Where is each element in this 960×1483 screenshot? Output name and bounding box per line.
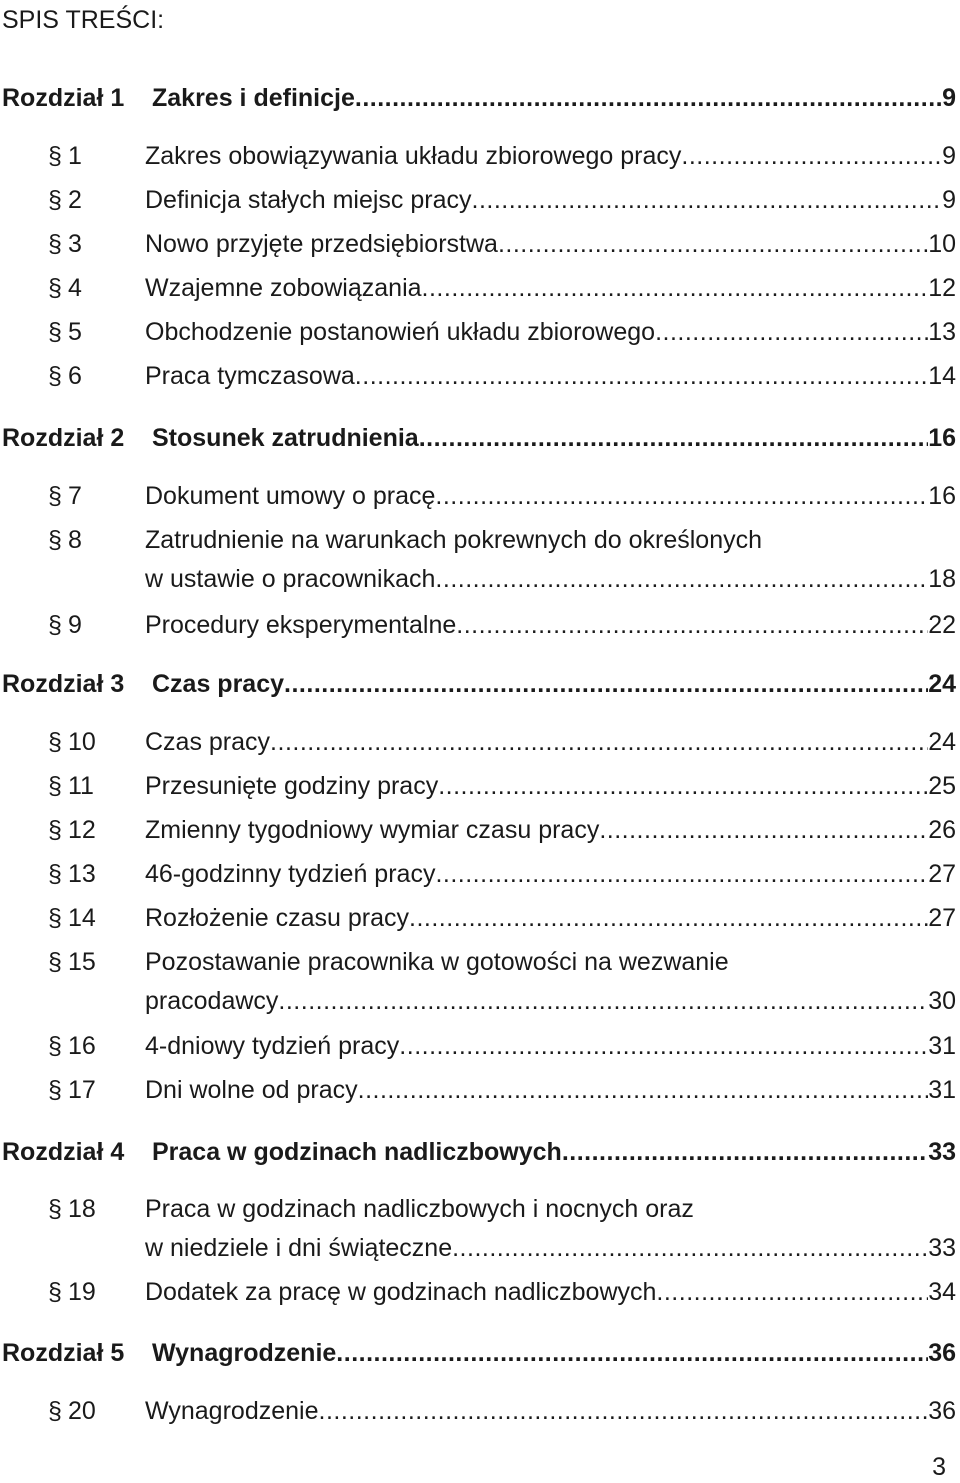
- toc-section-entry[interactable]: [0, 523, 956, 557]
- chapter-label: Rozdział 4: [2, 1138, 125, 1166]
- chapter-title: Czas pracy: [152, 670, 285, 698]
- toc-section-entry[interactable]: [0, 359, 956, 393]
- section-title: Wzajemne zobowiązania: [145, 274, 422, 302]
- section-page: 10: [928, 230, 956, 258]
- section-number: 9: [68, 611, 82, 639]
- dot-leader: [399, 1029, 928, 1063]
- section-title: Rozłożenie czasu pracy: [145, 904, 410, 932]
- dot-leader: [438, 769, 928, 803]
- dot-leader: [284, 667, 928, 701]
- dot-leader: [452, 1231, 928, 1265]
- toc-section-entry[interactable]: [0, 1394, 956, 1428]
- chapter-title: Stosunek zatrudnienia: [152, 424, 419, 452]
- dot-leader: [655, 315, 928, 349]
- section-title: Praca w godzinach nadliczbowych i nocnych oraz: [145, 1195, 694, 1223]
- dot-leader: [422, 271, 929, 305]
- section-sign-icon: §: [48, 860, 62, 888]
- section-sign-icon: §: [48, 230, 62, 258]
- section-title: Definicja stałych miejsc pracy: [145, 186, 472, 214]
- section-number: 3: [68, 230, 82, 258]
- dot-leader: [435, 857, 928, 891]
- toc-chapter-entry[interactable]: [0, 421, 956, 455]
- section-sign-icon: §: [48, 904, 62, 932]
- section-number: 12: [68, 816, 96, 844]
- section-sign-icon: §: [48, 526, 62, 554]
- section-title: 46-godzinny tydzień pracy: [145, 860, 436, 888]
- dot-leader: [270, 725, 928, 759]
- toc-section-entry[interactable]: [0, 725, 956, 759]
- section-page: 31: [928, 1076, 956, 1104]
- toc-section-entry[interactable]: [0, 769, 956, 803]
- section-number: 4: [68, 274, 82, 302]
- section-title: Czas pracy: [145, 728, 271, 756]
- dot-leader: [409, 901, 928, 935]
- section-sign-icon: §: [48, 362, 62, 390]
- section-number: 16: [68, 1032, 96, 1060]
- toc-section-continuation[interactable]: [0, 562, 956, 596]
- toc-section-continuation[interactable]: [0, 984, 956, 1018]
- chapter-label: Rozdział 2: [2, 424, 125, 452]
- section-cont-page: 30: [928, 987, 956, 1015]
- dot-leader: [681, 139, 942, 173]
- toc-chapter-entry[interactable]: [0, 1135, 956, 1169]
- section-title: Nowo przyjęte przedsiębiorstwa: [145, 230, 498, 258]
- section-title: Procedury eksperymentalne: [145, 611, 457, 639]
- section-sign-icon: §: [48, 728, 62, 756]
- section-page: 22: [928, 611, 956, 639]
- chapter-page: 24: [928, 670, 956, 698]
- dot-leader: [419, 421, 928, 455]
- section-page: 26: [928, 816, 956, 844]
- toc-section-entry[interactable]: [0, 183, 956, 217]
- section-page: 24: [928, 728, 956, 756]
- section-sign-icon: §: [48, 274, 62, 302]
- section-sign-icon: §: [48, 948, 62, 976]
- section-number: 15: [68, 948, 96, 976]
- section-number: 7: [68, 482, 82, 510]
- chapter-title: Praca w godzinach nadliczbowych: [152, 1138, 562, 1166]
- toc-heading: SPIS TREŚCI:: [2, 6, 165, 34]
- section-number: 8: [68, 526, 82, 554]
- section-sign-icon: §: [48, 482, 62, 510]
- section-number: 10: [68, 728, 96, 756]
- section-sign-icon: §: [48, 1397, 62, 1425]
- section-number: 13: [68, 860, 96, 888]
- section-page: 31: [928, 1032, 956, 1060]
- chapter-page: 9: [942, 84, 956, 112]
- dot-leader: [656, 1275, 928, 1309]
- toc-section-entry[interactable]: [0, 901, 956, 935]
- section-number: 6: [68, 362, 82, 390]
- section-sign-icon: §: [48, 1032, 62, 1060]
- chapter-page: 16: [928, 424, 956, 452]
- dot-leader: [599, 813, 928, 847]
- toc-chapter-entry[interactable]: [0, 667, 956, 701]
- section-page: 9: [942, 142, 956, 170]
- section-title: Pozostawanie pracownika w gotowości na wezwanie: [145, 948, 729, 976]
- section-number: 1: [68, 142, 82, 170]
- dot-leader: [435, 479, 928, 513]
- section-title: Praca tymczasowa: [145, 362, 355, 390]
- section-number: 19: [68, 1278, 96, 1306]
- toc-section-entry[interactable]: [0, 1192, 956, 1226]
- dot-leader: [456, 608, 928, 642]
- toc-section-entry[interactable]: [0, 813, 956, 847]
- toc-section-entry[interactable]: [0, 139, 956, 173]
- section-title: Dni wolne od pracy: [145, 1076, 358, 1104]
- section-cont-title: pracodawcy: [145, 987, 279, 1015]
- dot-leader: [562, 1135, 928, 1169]
- section-sign-icon: §: [48, 318, 62, 346]
- section-sign-icon: §: [48, 142, 62, 170]
- section-cont-title: w ustawie o pracownikach: [145, 565, 436, 593]
- chapter-page: 33: [928, 1138, 956, 1166]
- section-number: 18: [68, 1195, 96, 1223]
- section-sign-icon: §: [48, 186, 62, 214]
- section-number: 2: [68, 186, 82, 214]
- section-page: 36: [928, 1397, 956, 1425]
- section-number: 11: [68, 772, 94, 800]
- section-sign-icon: §: [48, 1195, 62, 1223]
- toc-section-entry[interactable]: [0, 1275, 956, 1309]
- section-sign-icon: §: [48, 816, 62, 844]
- section-page: 27: [928, 860, 956, 888]
- section-page: 25: [928, 772, 956, 800]
- section-title: Wynagrodzenie: [145, 1397, 319, 1425]
- toc-section-entry[interactable]: [0, 1029, 956, 1063]
- toc-chapter-entry[interactable]: [0, 1336, 956, 1370]
- section-sign-icon: §: [48, 1076, 62, 1104]
- section-cont-page: 18: [928, 565, 956, 593]
- section-number: 5: [68, 318, 82, 346]
- section-title: Dokument umowy o pracę: [145, 482, 436, 510]
- toc-section-continuation[interactable]: [0, 1231, 956, 1265]
- section-page: 9: [942, 186, 956, 214]
- dot-leader: [435, 562, 928, 596]
- dot-leader: [336, 1336, 928, 1370]
- dot-leader: [355, 81, 942, 115]
- dot-leader: [498, 227, 928, 261]
- section-title: Zmienny tygodniowy wymiar czasu pracy: [145, 816, 600, 844]
- section-title: Przesunięte godziny pracy: [145, 772, 439, 800]
- chapter-label: Rozdział 1: [2, 84, 125, 112]
- section-page: 12: [928, 274, 956, 302]
- dot-leader: [355, 359, 928, 393]
- section-sign-icon: §: [48, 611, 62, 639]
- section-title: Dodatek za pracę w godzinach nadliczbowych: [145, 1278, 657, 1306]
- dot-leader: [278, 984, 928, 1018]
- toc-section-entry[interactable]: [0, 608, 956, 642]
- section-number: 20: [68, 1397, 96, 1425]
- section-title: Zakres obowiązywania układu zbiorowego pracy: [145, 142, 682, 170]
- section-title: 4-dniowy tydzień pracy: [145, 1032, 400, 1060]
- section-title: Obchodzenie postanowień układu zbiorowego: [145, 318, 656, 346]
- section-sign-icon: §: [48, 1278, 62, 1306]
- toc-section-entry[interactable]: [0, 315, 956, 349]
- section-page: 34: [928, 1278, 956, 1306]
- section-page: 27: [928, 904, 956, 932]
- section-title: Zatrudnienie na warunkach pokrewnych do określonych: [145, 526, 763, 554]
- section-page: 14: [928, 362, 956, 390]
- dot-leader: [319, 1394, 929, 1428]
- section-page: 13: [928, 318, 956, 346]
- toc-section-entry[interactable]: [0, 857, 956, 891]
- toc-section-entry[interactable]: [0, 479, 956, 513]
- section-sign-icon: §: [48, 772, 62, 800]
- toc-section-entry[interactable]: [0, 271, 956, 305]
- section-number: 17: [68, 1076, 96, 1104]
- toc-section-entry[interactable]: [0, 1073, 956, 1107]
- chapter-label: Rozdział 5: [2, 1339, 125, 1367]
- section-number: 14: [68, 904, 96, 932]
- toc-chapter-entry[interactable]: [0, 81, 956, 115]
- section-cont-page: 33: [928, 1234, 956, 1262]
- dot-leader: [472, 183, 943, 217]
- dot-leader: [358, 1073, 929, 1107]
- chapter-title: Wynagrodzenie: [152, 1339, 337, 1367]
- section-page: 16: [928, 482, 956, 510]
- toc-section-entry[interactable]: [0, 945, 956, 979]
- chapter-page: 36: [928, 1339, 956, 1367]
- page-number: 3: [932, 1453, 946, 1481]
- chapter-title: Zakres i definicje: [152, 84, 355, 112]
- toc-section-entry[interactable]: [0, 227, 956, 261]
- section-cont-title: w niedziele i dni świąteczne: [145, 1234, 453, 1262]
- chapter-label: Rozdział 3: [2, 670, 125, 698]
